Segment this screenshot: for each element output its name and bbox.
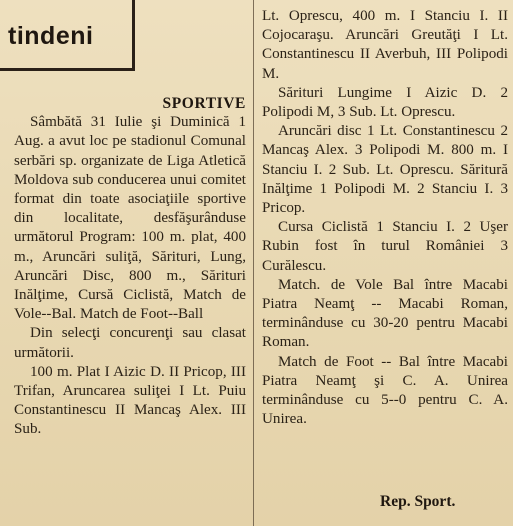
article-paragraph: Din selecţi concurenţi sau clasat următorii. bbox=[14, 325, 246, 361]
article-paragraph: Aruncări disc 1 Lt. Constantinescu 2 Mancaş Alex. 3 Polipodi M. 800 m. I Stanciu I. 2 Sub. Lt. Oprescu. Săritură Inălţime 1 Polipodi M. 2 Stanciu I. 3 Pricop. bbox=[262, 123, 508, 217]
column-divider bbox=[253, 0, 254, 526]
article-signature: Rep. Sport. bbox=[380, 493, 456, 510]
article-heading: SPORTIVE bbox=[162, 95, 246, 112]
section-masthead bbox=[0, 0, 134, 70]
article-paragraph: Sărituri Lungime I Aizic D. 2 Polipodi M, 3 Sub. Lt. Oprescu. bbox=[262, 84, 508, 121]
masthead-bottom-rule bbox=[0, 68, 134, 71]
article-paragraph: Lt. Oprescu, 400 m. I Stanciu I. II Cojocaraşu. Aruncări Greutăţi I Lt. Constantinescu II Averbuh, III Polipodi M. bbox=[262, 8, 508, 82]
article-paragraph: 100 m. Plat I Aizic D. II Pricop, III Trifan, Aruncarea suliţei I Lt. Puiu Constantinescu II Mancaş Alex. III Sub. bbox=[14, 363, 246, 438]
article-paragraph: Cursa Ciclistă 1 Stanciu I. 2 Uşer Rubin fost în turul României 3 Curălescu. bbox=[262, 219, 508, 274]
article-paragraph: Match. de Vole Bal între Macabi Piatra Neamţ -- Macabi Roman, terminânduse cu 30-20 pentru Macabi Roman. bbox=[262, 276, 508, 351]
left-column bbox=[14, 94, 246, 440]
article-paragraph: Sâmbătă 31 Iulie şi Duminică 1 Aug. a avut loc pe stadionul Comunal serbări sp. organizate de Liga Atletică Moldova sub conducerea unui comitet format din toate asociaţiile sportive din localitate, desfăşurânduse următorul Program: 100 m. plat, 400 m., Aruncări suliţă, Sărituri, Lung, Aruncări Disc, 800 m., Sărituri Inălţime, Cursă Ciclistă, Match de Vole--Bal. Match de Foot--Ball bbox=[14, 114, 246, 323]
right-column bbox=[262, 7, 508, 429]
masthead-right-rule bbox=[132, 0, 135, 71]
section-title: tindeni bbox=[8, 22, 94, 50]
article-paragraph: Match de Foot -- Bal între Macabi Piatra Neamţ şi C. A. Unirea terminânduse cu 5--0 pentru C. A. Unirea. bbox=[262, 353, 508, 428]
